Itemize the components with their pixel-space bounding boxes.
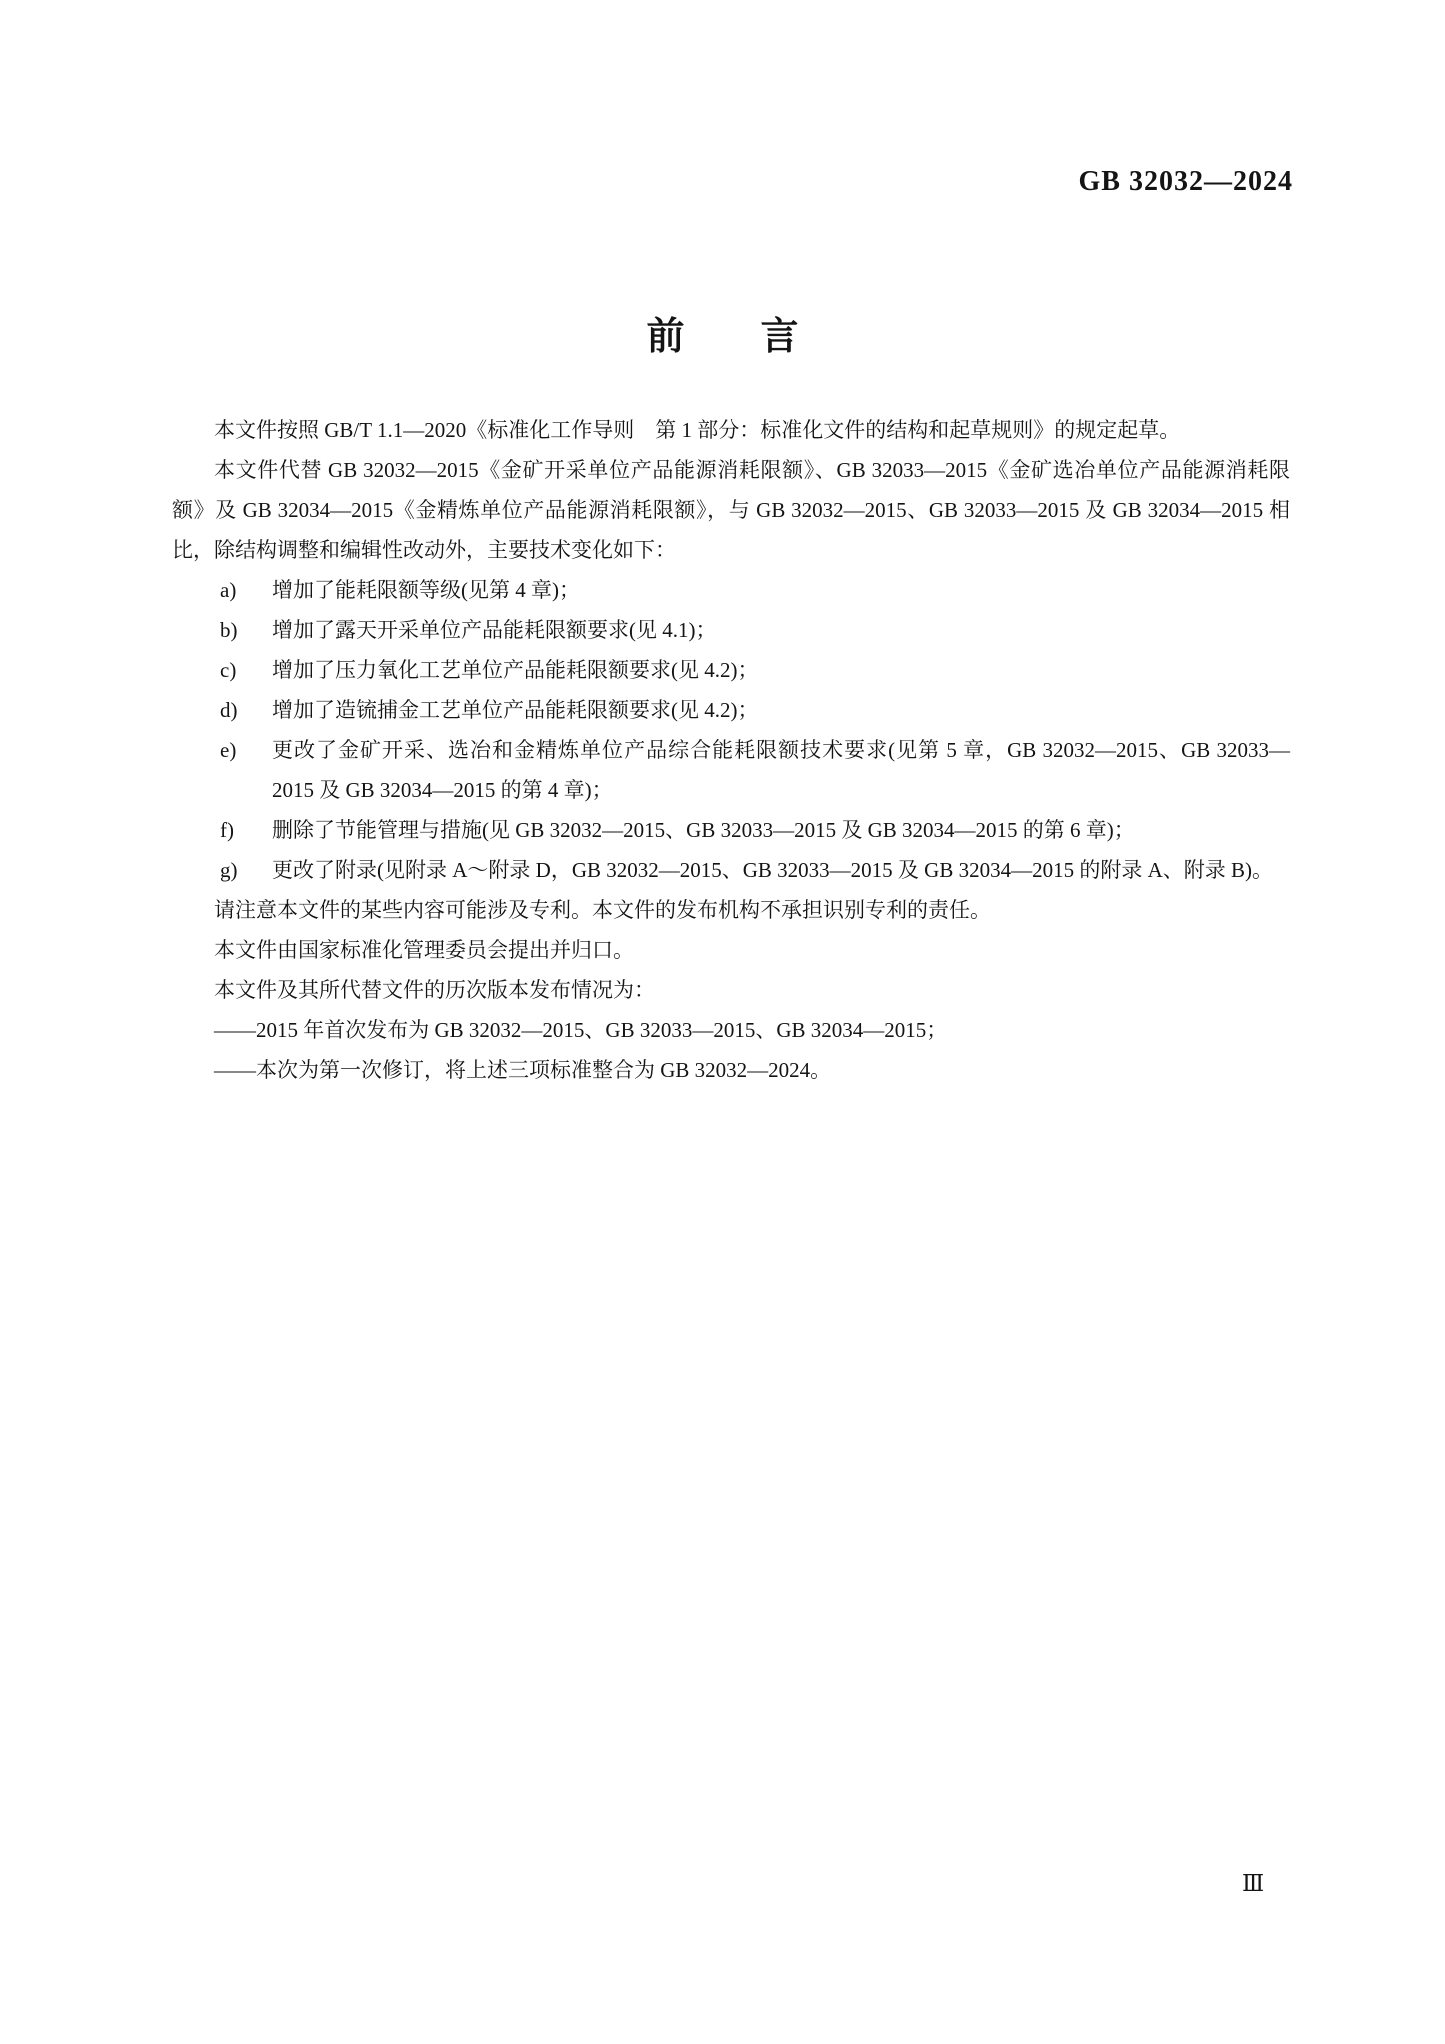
list-item-text: 删除了节能管理与措施(见 GB 32032—2015、GB 32033—2015 及 GB 32034—2015 的第 6 章)； xyxy=(272,818,1135,842)
change-list-item xyxy=(172,810,1290,850)
change-list-item xyxy=(172,610,1290,650)
standard-number: GB 32032—2024 xyxy=(1078,166,1293,197)
paragraph-issuing-body: 本文件由国家标准化管理委员会提出并归口。 xyxy=(214,938,634,962)
page-number: Ⅲ xyxy=(1242,1871,1265,1896)
list-item-label: c) xyxy=(220,658,237,682)
list-item-label: d) xyxy=(220,698,238,722)
list-item-label: e) xyxy=(220,738,237,762)
change-list-item xyxy=(172,650,1290,690)
list-item-label: a) xyxy=(220,578,237,602)
list-item-text: 增加了造锍捕金工艺单位产品能耗限额要求(见 4.2)； xyxy=(272,698,759,722)
page-title: 前 言 xyxy=(646,316,799,359)
change-list-item xyxy=(172,690,1290,730)
list-item-label: b) xyxy=(220,618,238,642)
list-item-label: f) xyxy=(220,818,234,842)
change-list-item xyxy=(172,730,1290,810)
history-entry: ——2015 年首次发布为 GB 32032—2015、GB 32033—2015、GB 32034—2015； xyxy=(214,1018,948,1042)
paragraph-patent-notice: 请注意本文件的某些内容可能涉及专利。本文件的发布机构不承担识别专利的责任。 xyxy=(214,898,991,922)
paragraph-replaced-standards: 本文件代替 GB 32032—2015《金矿开采单位产品能源消耗限额》、GB 32033—2015《金矿选冶单位产品能源消耗限额》及 GB 32034—2015《金精炼单位产品能源消耗限额》，与 GB 32032—2015、GB 32033—2015 及 GB 32034—2015 相比，除结构调整和编辑性改动外，主要技术变化如下： xyxy=(172,458,1290,562)
list-item-label: g) xyxy=(220,858,238,882)
history-entry: ——本次为第一次修订，将上述三项标准整合为 GB 32032—2024。 xyxy=(214,1058,832,1082)
list-item-text: 增加了压力氧化工艺单位产品能耗限额要求(见 4.2)； xyxy=(272,658,759,682)
paragraph-history-intro: 本文件及其所代替文件的历次版本发布情况为： xyxy=(214,978,655,1002)
list-item-text: 更改了金矿开采、选冶和金精炼单位产品综合能耗限额技术要求(见第 5 章，GB 32032—2015、GB 32033—2015 及 GB 32034—2015 的第 4 章)； xyxy=(272,738,1290,802)
change-list-item xyxy=(172,850,1290,890)
foreword-body xyxy=(172,410,1290,1090)
list-item-text: 更改了附录(见附录 A～附录 D，GB 32032—2015、GB 32033—2015 及 GB 32034—2015 的附录 A、附录 B)。 xyxy=(272,858,1274,882)
list-item-text: 增加了露天开采单位产品能耗限额要求(见 4.1)； xyxy=(272,618,717,642)
change-list-item xyxy=(172,570,1290,610)
paragraph-drafting-basis: 本文件按照 GB/T 1.1—2020《标准化工作导则 第 1 部分：标准化文件的结构和起草规则》的规定起草。 xyxy=(214,418,1181,442)
list-item-text: 增加了能耗限额等级(见第 4 章)； xyxy=(272,578,580,602)
